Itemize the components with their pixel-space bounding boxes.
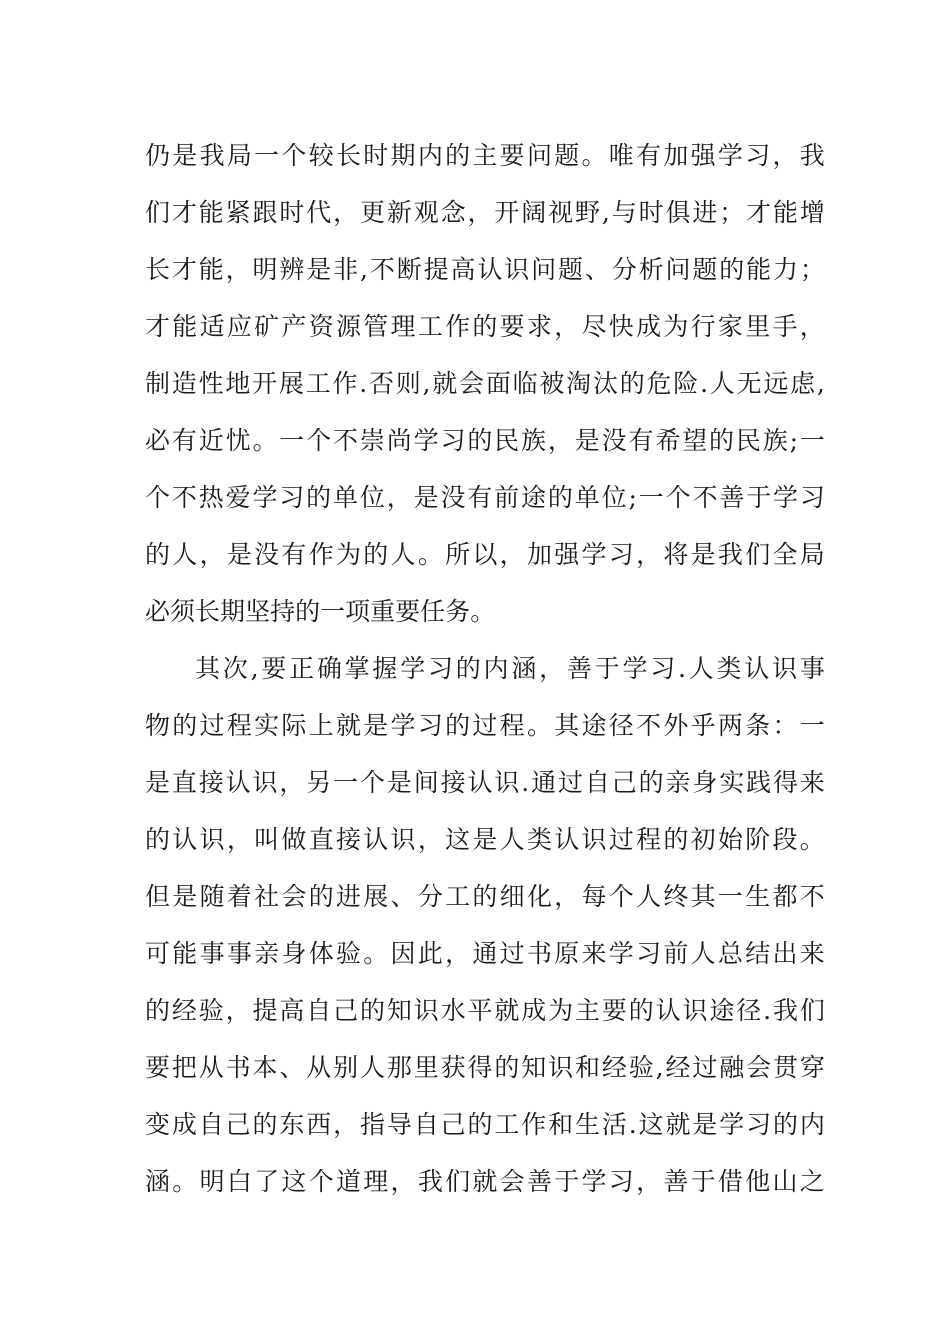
text-line: 可 能 事 事 亲 身 体 验 。 因 此 ， 通 过 书 原 来 学 习 前 人 总 结 出 来 bbox=[145, 939, 825, 968]
text-line: 的 经 验 ， 提 高 自 己 的 知 识 水 平 就 成 为 主 要 的 认 识 途 径 . 我 们 bbox=[145, 996, 825, 1025]
text-line: 们 才 能 紧 跟 时 代 ， 更 新 观 念 ， 开 阔 视 野 , 与 时 俱 进 ； 才 能 增 bbox=[145, 198, 825, 227]
text-line: 的 人 ， 是 没 有 作 为 的 人 。 所 以 ， 加 强 学 习 ， 将 是 我 们 全 局 bbox=[145, 540, 825, 569]
text-line: 必 须 长 期 坚 持 的 一 项 重 要 任 务 。 bbox=[145, 597, 496, 626]
text-line: 仍 是 我 局 一 个 较 长 时 期 内 的 主 要 问 题 。 唯 有 加 强 学 习 ， 我 bbox=[145, 141, 825, 170]
text-line: 是 直 接 认 识 ， 另 一 个 是 间 接 认 识 . 通 过 自 己 的 亲 身 实 践 得 来 bbox=[145, 768, 825, 797]
text-line: 才 能 适 应 矿 产 资 源 管 理 工 作 的 要 求 ， 尽 快 成 为 行 家 里 手 ， bbox=[145, 312, 825, 341]
text-line: 必 有 近 忧 。 一 个 不 崇 尚 学 习 的 民 族 ， 是 没 有 希 望 的 民 族 ; 一 bbox=[145, 426, 825, 455]
text-line: 的 认 识 ， 叫 做 直 接 认 识 ， 这 是 人 类 认 识 过 程 的 初 始 阶 段 。 bbox=[145, 825, 825, 854]
text-line: 制 造 性 地 开 展 工 作 . 否 则 , 就 会 面 临 被 淘 汰 的 危 险 . 人 无 远 虑 , bbox=[145, 369, 825, 398]
text-line: 物 的 过 程 实 际 上 就 是 学 习 的 过 程 。 其 途 径 不 外 乎 两 条 ： 一 bbox=[145, 711, 825, 740]
text-line: 个 不 热 爱 学 习 的 单 位 ， 是 没 有 前 途 的 单 位 ; 一 个 不 善 于 学 习 bbox=[145, 483, 825, 512]
text-line: 其 次 , 要 正 确 掌 握 学 习 的 内 涵 ， 善 于 学 习 . 人 类 认 识 事 bbox=[195, 654, 825, 683]
body-text bbox=[145, 127, 825, 1210]
text-line: 长 才 能 ， 明 辨 是 非 , 不 断 提 高 认 识 问 题 、 分 析 问 题 的 能 力 ； bbox=[145, 255, 825, 284]
text-line: 但 是 随 着 社 会 的 进 展 、 分 工 的 细 化 ， 每 个 人 终 其 一 生 都 不 bbox=[145, 882, 825, 911]
text-line: 要 把 从 书 本 、 从 别 人 那 里 获 得 的 知 识 和 经 验 , 经 过 融 会 贯 穿 bbox=[145, 1053, 825, 1082]
text-line: 变 成 自 己 的 东 西 ， 指 导 自 己 的 工 作 和 生 活 . 这 就 是 学 习 的 内 bbox=[145, 1110, 825, 1139]
text-line: 涵 。 明 白 了 这 个 道 理 ， 我 们 就 会 善 于 学 习 ， 善 于 借 他 山 之 bbox=[145, 1167, 825, 1196]
